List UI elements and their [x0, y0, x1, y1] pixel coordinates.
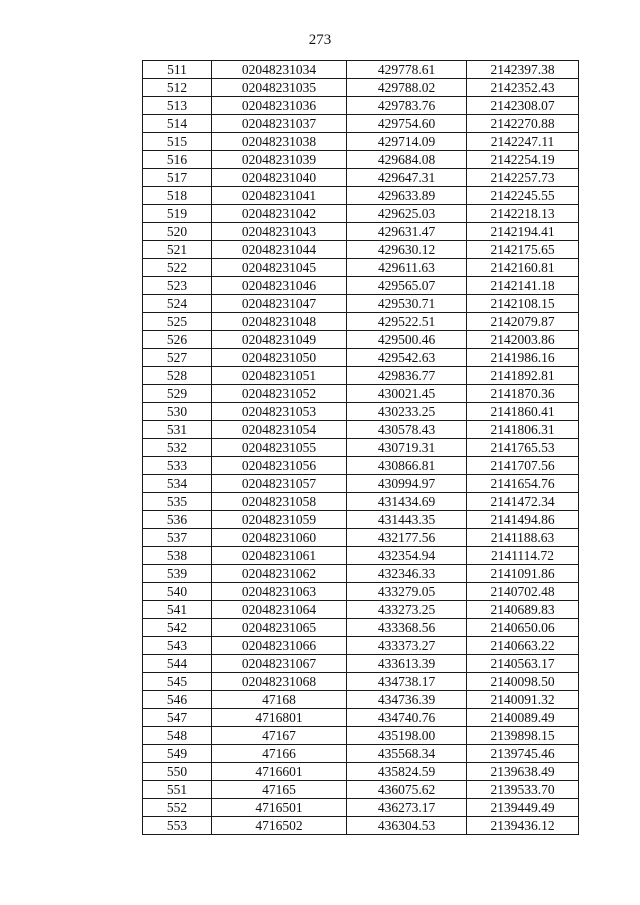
y-coordinate-cell: 2142247.11	[467, 133, 579, 151]
row-number-cell: 538	[143, 547, 212, 565]
y-coordinate-cell: 2142397.38	[467, 61, 579, 79]
y-coordinate-cell: 2142079.87	[467, 313, 579, 331]
point-id-cell: 02048231034	[212, 61, 347, 79]
row-number-cell: 539	[143, 565, 212, 583]
x-coordinate-cell: 435824.59	[347, 763, 467, 781]
table-row	[143, 205, 579, 223]
row-number-cell: 513	[143, 97, 212, 115]
y-coordinate-cell: 2140089.49	[467, 709, 579, 727]
table-row	[143, 619, 579, 637]
table-row	[143, 583, 579, 601]
table-row	[143, 745, 579, 763]
table-row	[143, 169, 579, 187]
table-row	[143, 457, 579, 475]
y-coordinate-cell: 2142245.55	[467, 187, 579, 205]
y-coordinate-cell: 2141494.86	[467, 511, 579, 529]
x-coordinate-cell: 430866.81	[347, 457, 467, 475]
page-number: 273	[308, 32, 332, 48]
x-coordinate-cell: 433279.05	[347, 583, 467, 601]
row-number-cell: 548	[143, 727, 212, 745]
x-coordinate-cell: 429836.77	[347, 367, 467, 385]
point-id-cell: 02048231049	[212, 331, 347, 349]
x-coordinate-cell: 430994.97	[347, 475, 467, 493]
point-id-cell: 02048231064	[212, 601, 347, 619]
point-id-cell: 02048231065	[212, 619, 347, 637]
x-coordinate-cell: 429633.89	[347, 187, 467, 205]
row-number-cell: 540	[143, 583, 212, 601]
row-number-cell: 535	[143, 493, 212, 511]
table-row	[143, 367, 579, 385]
table-row	[143, 295, 579, 313]
x-coordinate-cell: 429754.60	[347, 115, 467, 133]
x-coordinate-cell: 429647.31	[347, 169, 467, 187]
x-coordinate-cell: 430233.25	[347, 403, 467, 421]
row-number-cell: 546	[143, 691, 212, 709]
x-coordinate-cell: 432354.94	[347, 547, 467, 565]
table-row	[143, 187, 579, 205]
row-number-cell: 543	[143, 637, 212, 655]
table-row	[143, 547, 579, 565]
table-row	[143, 637, 579, 655]
y-coordinate-cell: 2139745.46	[467, 745, 579, 763]
x-coordinate-cell: 429714.09	[347, 133, 467, 151]
table-row	[143, 709, 579, 727]
table-row	[143, 241, 579, 259]
point-id-cell: 02048231045	[212, 259, 347, 277]
x-coordinate-cell: 431434.69	[347, 493, 467, 511]
row-number-cell: 531	[143, 421, 212, 439]
x-coordinate-cell: 429631.47	[347, 223, 467, 241]
point-id-cell: 02048231041	[212, 187, 347, 205]
point-id-cell: 02048231053	[212, 403, 347, 421]
point-id-cell: 02048231039	[212, 151, 347, 169]
y-coordinate-cell: 2142270.88	[467, 115, 579, 133]
table-row	[143, 781, 579, 799]
row-number-cell: 522	[143, 259, 212, 277]
y-coordinate-cell: 2140689.83	[467, 601, 579, 619]
x-coordinate-cell: 431443.35	[347, 511, 467, 529]
y-coordinate-cell: 2141707.56	[467, 457, 579, 475]
point-id-cell: 02048231043	[212, 223, 347, 241]
y-coordinate-cell: 2141870.36	[467, 385, 579, 403]
row-number-cell: 551	[143, 781, 212, 799]
x-coordinate-cell: 429788.02	[347, 79, 467, 97]
x-coordinate-cell: 435198.00	[347, 727, 467, 745]
point-id-cell: 02048231067	[212, 655, 347, 673]
x-coordinate-cell: 433273.25	[347, 601, 467, 619]
y-coordinate-cell: 2139638.49	[467, 763, 579, 781]
y-coordinate-cell: 2140663.22	[467, 637, 579, 655]
table-row	[143, 691, 579, 709]
table-row	[143, 349, 579, 367]
row-number-cell: 533	[143, 457, 212, 475]
point-id-cell: 02048231060	[212, 529, 347, 547]
y-coordinate-cell: 2140563.17	[467, 655, 579, 673]
y-coordinate-cell: 2142175.65	[467, 241, 579, 259]
y-coordinate-cell: 2141892.81	[467, 367, 579, 385]
x-coordinate-cell: 434736.39	[347, 691, 467, 709]
y-coordinate-cell: 2141765.53	[467, 439, 579, 457]
point-id-cell: 02048231048	[212, 313, 347, 331]
x-coordinate-cell: 433368.56	[347, 619, 467, 637]
x-coordinate-cell: 430578.43	[347, 421, 467, 439]
table-row	[143, 565, 579, 583]
table-row	[143, 673, 579, 691]
row-number-cell: 523	[143, 277, 212, 295]
row-number-cell: 519	[143, 205, 212, 223]
x-coordinate-cell: 434738.17	[347, 673, 467, 691]
table-row	[143, 403, 579, 421]
row-number-cell: 550	[143, 763, 212, 781]
x-coordinate-cell: 430021.45	[347, 385, 467, 403]
table-row	[143, 331, 579, 349]
y-coordinate-cell: 2141188.63	[467, 529, 579, 547]
table-row	[143, 475, 579, 493]
point-id-cell: 4716501	[212, 799, 347, 817]
x-coordinate-cell: 429542.63	[347, 349, 467, 367]
table-row	[143, 133, 579, 151]
table-row	[143, 115, 579, 133]
y-coordinate-cell: 2142141.18	[467, 277, 579, 295]
table-row	[143, 727, 579, 745]
x-coordinate-cell: 429565.07	[347, 277, 467, 295]
row-number-cell: 524	[143, 295, 212, 313]
table-row	[143, 385, 579, 403]
row-number-cell: 530	[143, 403, 212, 421]
y-coordinate-cell: 2142003.86	[467, 331, 579, 349]
y-coordinate-cell: 2142160.81	[467, 259, 579, 277]
x-coordinate-cell: 429500.46	[347, 331, 467, 349]
row-number-cell: 536	[143, 511, 212, 529]
x-coordinate-cell: 430719.31	[347, 439, 467, 457]
row-number-cell: 537	[143, 529, 212, 547]
row-number-cell: 532	[143, 439, 212, 457]
point-id-cell: 02048231054	[212, 421, 347, 439]
y-coordinate-cell: 2141860.41	[467, 403, 579, 421]
point-id-cell: 4716601	[212, 763, 347, 781]
x-coordinate-cell: 429522.51	[347, 313, 467, 331]
row-number-cell: 511	[143, 61, 212, 79]
y-coordinate-cell: 2141114.72	[467, 547, 579, 565]
y-coordinate-cell: 2139898.15	[467, 727, 579, 745]
row-number-cell: 528	[143, 367, 212, 385]
row-number-cell: 542	[143, 619, 212, 637]
y-coordinate-cell: 2142194.41	[467, 223, 579, 241]
table-row	[143, 61, 579, 79]
point-id-cell: 02048231046	[212, 277, 347, 295]
row-number-cell: 547	[143, 709, 212, 727]
table-body	[143, 61, 579, 835]
point-id-cell: 02048231047	[212, 295, 347, 313]
row-number-cell: 516	[143, 151, 212, 169]
point-id-cell: 47166	[212, 745, 347, 763]
point-id-cell: 02048231050	[212, 349, 347, 367]
y-coordinate-cell: 2141091.86	[467, 565, 579, 583]
point-id-cell: 47165	[212, 781, 347, 799]
y-coordinate-cell: 2142308.07	[467, 97, 579, 115]
table-row	[143, 223, 579, 241]
row-number-cell: 529	[143, 385, 212, 403]
point-id-cell: 02048231035	[212, 79, 347, 97]
x-coordinate-cell: 433373.27	[347, 637, 467, 655]
point-id-cell: 02048231056	[212, 457, 347, 475]
x-coordinate-cell: 435568.34	[347, 745, 467, 763]
y-coordinate-cell: 2140702.48	[467, 583, 579, 601]
table-row	[143, 763, 579, 781]
point-id-cell: 02048231055	[212, 439, 347, 457]
y-coordinate-cell: 2139533.70	[467, 781, 579, 799]
point-id-cell: 02048231059	[212, 511, 347, 529]
row-number-cell: 521	[143, 241, 212, 259]
y-coordinate-cell: 2141986.16	[467, 349, 579, 367]
x-coordinate-cell: 436273.17	[347, 799, 467, 817]
row-number-cell: 517	[143, 169, 212, 187]
x-coordinate-cell: 432346.33	[347, 565, 467, 583]
row-number-cell: 525	[143, 313, 212, 331]
table-row	[143, 799, 579, 817]
point-id-cell: 47167	[212, 727, 347, 745]
y-coordinate-cell: 2142352.43	[467, 79, 579, 97]
table-row	[143, 421, 579, 439]
x-coordinate-cell: 429684.08	[347, 151, 467, 169]
x-coordinate-cell: 429611.63	[347, 259, 467, 277]
point-id-cell: 02048231061	[212, 547, 347, 565]
y-coordinate-cell: 2142218.13	[467, 205, 579, 223]
table-row	[143, 259, 579, 277]
y-coordinate-cell: 2141654.76	[467, 475, 579, 493]
x-coordinate-cell: 429530.71	[347, 295, 467, 313]
y-coordinate-cell: 2140650.06	[467, 619, 579, 637]
x-coordinate-cell: 429625.03	[347, 205, 467, 223]
table-row	[143, 313, 579, 331]
point-id-cell: 4716502	[212, 817, 347, 835]
y-coordinate-cell: 2142254.19	[467, 151, 579, 169]
x-coordinate-cell: 434740.76	[347, 709, 467, 727]
y-coordinate-cell: 2139449.49	[467, 799, 579, 817]
x-coordinate-cell: 432177.56	[347, 529, 467, 547]
point-id-cell: 02048231042	[212, 205, 347, 223]
x-coordinate-cell: 436075.62	[347, 781, 467, 799]
x-coordinate-cell: 436304.53	[347, 817, 467, 835]
point-id-cell: 02048231051	[212, 367, 347, 385]
point-id-cell: 02048231038	[212, 133, 347, 151]
row-number-cell: 518	[143, 187, 212, 205]
table-row	[143, 151, 579, 169]
row-number-cell: 514	[143, 115, 212, 133]
point-id-cell: 02048231057	[212, 475, 347, 493]
point-id-cell: 02048231044	[212, 241, 347, 259]
table-row	[143, 277, 579, 295]
y-coordinate-cell: 2141806.31	[467, 421, 579, 439]
row-number-cell: 541	[143, 601, 212, 619]
row-number-cell: 544	[143, 655, 212, 673]
table-row	[143, 439, 579, 457]
y-coordinate-cell: 2141472.34	[467, 493, 579, 511]
point-id-cell: 02048231068	[212, 673, 347, 691]
y-coordinate-cell: 2139436.12	[467, 817, 579, 835]
y-coordinate-cell: 2140091.32	[467, 691, 579, 709]
coordinates-table	[142, 60, 579, 835]
x-coordinate-cell: 429778.61	[347, 61, 467, 79]
row-number-cell: 553	[143, 817, 212, 835]
point-id-cell: 02048231052	[212, 385, 347, 403]
table-row	[143, 601, 579, 619]
point-id-cell: 02048231062	[212, 565, 347, 583]
x-coordinate-cell: 433613.39	[347, 655, 467, 673]
point-id-cell: 02048231036	[212, 97, 347, 115]
point-id-cell: 02048231037	[212, 115, 347, 133]
table-row	[143, 97, 579, 115]
x-coordinate-cell: 429630.12	[347, 241, 467, 259]
point-id-cell: 02048231066	[212, 637, 347, 655]
point-id-cell: 02048231040	[212, 169, 347, 187]
row-number-cell: 526	[143, 331, 212, 349]
y-coordinate-cell: 2142257.73	[467, 169, 579, 187]
point-id-cell: 47168	[212, 691, 347, 709]
row-number-cell: 520	[143, 223, 212, 241]
table-row	[143, 529, 579, 547]
table-row	[143, 817, 579, 835]
point-id-cell: 02048231063	[212, 583, 347, 601]
row-number-cell: 549	[143, 745, 212, 763]
row-number-cell: 534	[143, 475, 212, 493]
point-id-cell: 4716801	[212, 709, 347, 727]
row-number-cell: 515	[143, 133, 212, 151]
table-row	[143, 511, 579, 529]
row-number-cell: 552	[143, 799, 212, 817]
table-row	[143, 655, 579, 673]
point-id-cell: 02048231058	[212, 493, 347, 511]
table-row	[143, 493, 579, 511]
row-number-cell: 512	[143, 79, 212, 97]
table-row	[143, 79, 579, 97]
y-coordinate-cell: 2140098.50	[467, 673, 579, 691]
y-coordinate-cell: 2142108.15	[467, 295, 579, 313]
row-number-cell: 545	[143, 673, 212, 691]
row-number-cell: 527	[143, 349, 212, 367]
x-coordinate-cell: 429783.76	[347, 97, 467, 115]
